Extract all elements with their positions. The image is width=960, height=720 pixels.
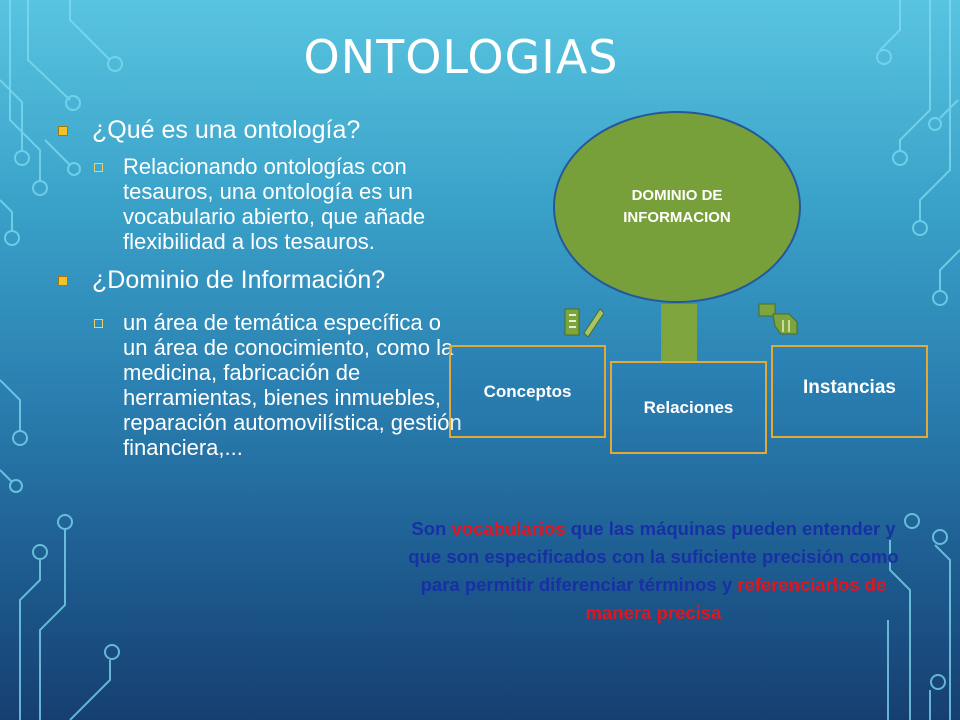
pencil-note-icon: [562, 303, 604, 339]
sub-bullet-text: un área de temática específica o un área de conocimiento, como la medicina, fabricación de herramientas, bienes inmuebles, reparación automovilística, gestión financiera,...: [123, 310, 462, 460]
bullet-list: [58, 114, 468, 460]
relation-box: [610, 361, 767, 454]
hollow-square-bullet-icon: [94, 163, 103, 172]
hollow-square-bullet-icon: [94, 319, 103, 328]
square-bullet-icon: [58, 126, 68, 136]
para-part-highlight: referenciarlos de manera precisa: [585, 574, 887, 623]
slide-title: ONTOLOGIAS: [303, 30, 619, 84]
bullet-text: ¿Qué es una ontología?: [92, 116, 361, 144]
para-part: que las máquinas pueden entender y que son especificados con la suficiente precisión como para permitir diferenciar términos y: [408, 518, 899, 595]
bullet-item: [58, 264, 468, 296]
para-part: Son: [411, 518, 452, 539]
definition-paragraph: [396, 515, 911, 627]
diagram-connector: [661, 304, 697, 361]
bullet-text: ¿Dominio de Información?: [92, 266, 386, 294]
para-part-highlight: vocabularios: [451, 518, 566, 539]
box-label: Relaciones: [643, 398, 734, 417]
hand-pointing-icon: [757, 300, 803, 338]
box-label: Instancias: [803, 377, 896, 398]
domain-label: DOMINIO DE INFORMACION: [623, 187, 731, 226]
sub-bullet-item: [94, 154, 468, 254]
instance-box: [771, 345, 928, 438]
sub-bullet-item: [94, 310, 468, 460]
sub-bullet-text: Relacionando ontologías con tesauros, una ontología es un vocabulario abierto, que añade flexibilidad a los tesauros.: [123, 154, 426, 254]
domain-ellipse: [553, 111, 801, 303]
concept-box: [449, 345, 606, 438]
bullet-item: [58, 114, 468, 146]
box-label: Conceptos: [483, 381, 572, 401]
square-bullet-icon: [58, 276, 68, 286]
